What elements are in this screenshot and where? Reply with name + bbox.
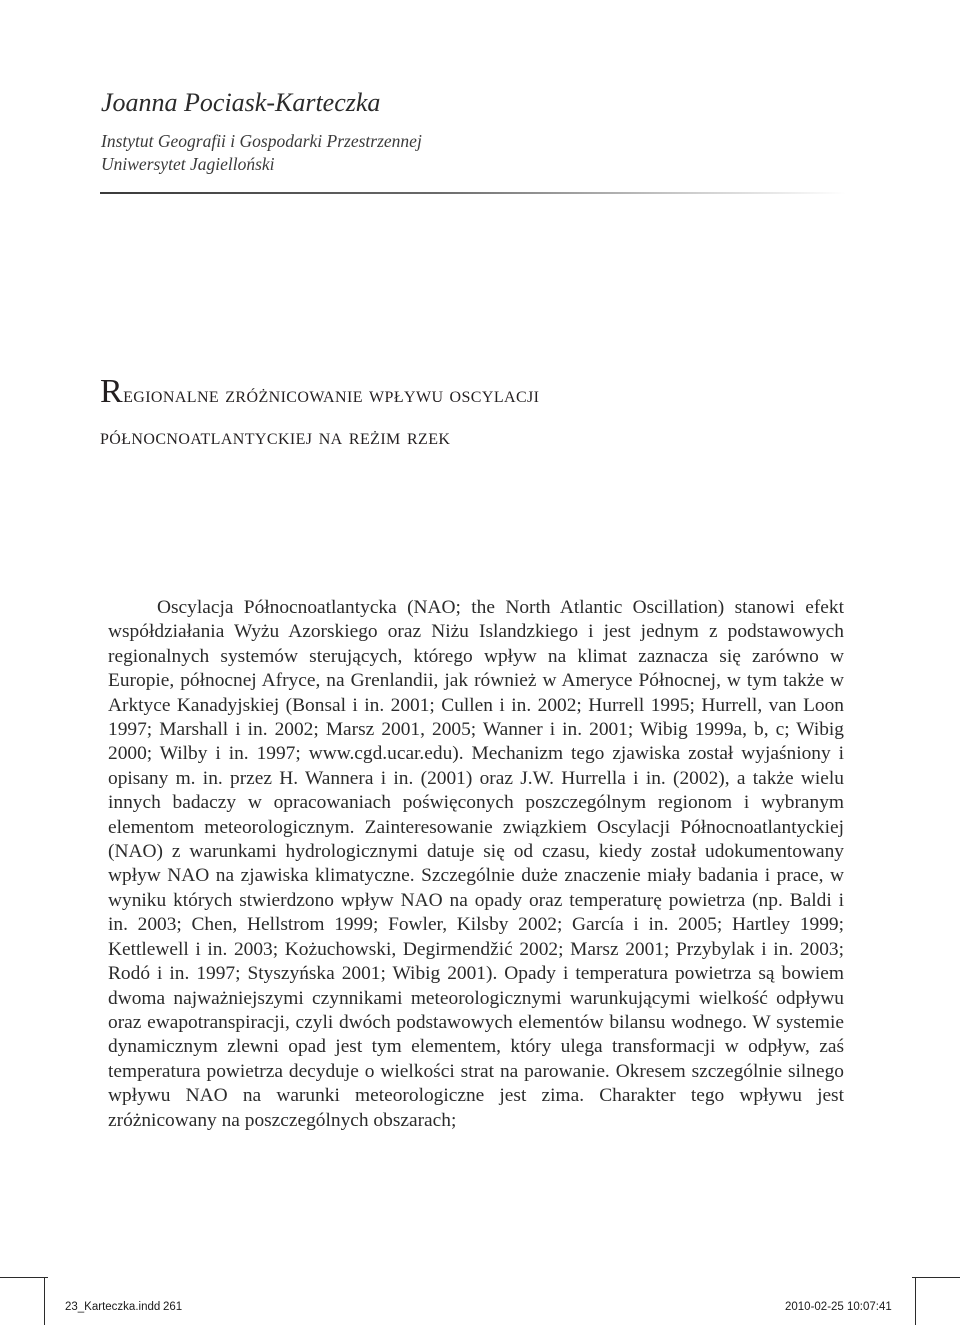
footer-page-number: 261 (163, 1301, 183, 1313)
article-title-line1 (100, 373, 860, 411)
title-initial: R (100, 373, 124, 410)
affiliation-institute: Instytut Geografii i Gospodarki Przestrzennej (101, 131, 422, 151)
affiliation-university: Uniwersytet Jagielloński (101, 154, 275, 174)
title-line1-rest: egionalne zróżnicowanie wpływu oscylacji (123, 382, 540, 407)
footer-timestamp: 2010-02-25 10:07:41 (785, 1301, 892, 1313)
footer-filename: 23_Karteczka.indd (65, 1301, 161, 1313)
author-name: Joanna Pociask-Karteczka (101, 88, 381, 117)
header-divider (100, 192, 846, 194)
crop-mark-right-vertical (915, 1277, 916, 1325)
crop-mark-right-horizontal (912, 1277, 960, 1278)
article-title-line2: północnoatlantyckiej na reżim rzek (100, 424, 451, 450)
crop-mark-left-vertical (44, 1277, 45, 1325)
crop-mark-left-horizontal (0, 1277, 48, 1278)
body-paragraph: Oscylacja Północnoatlantycka (NAO; the North Atlantic Oscillation) stanowi efekt współdziałania Wyżu Azorskiego oraz Niżu Islandzkiego i jest jednym z podstawowych regionalnych systemów sterujących, którego wpływ na klimat zaznacza się zarówno w Europie, północnej Afryce, na Grenlandii, jak również w Ameryce Północnej, w tym także w Arktyce Kanadyjskiej (Bonsal i in. 2001; Cullen i in. 2002; Hurrell 1995; Hurrell, van Loon 1997; Marshall i in. 2002; Marsz 2001, 2005; Wanner i in. 2001; Wibig 1999a, b, c; Wibig 2000; Wilby i in. 1997; www.cgd.ucar.edu). Mechanizm tego zjawiska został wyjaśniony i opisany m. in. przez H. Wannera i in. (2001) oraz J.W. Hurrella i in. (2002), a także wielu innych badaczy w opracowaniach poświęconych poszczególnym regionom i wybranym elementom meteorologicznym. Zainteresowanie związkiem Oscylacji Północnoatlantyckiej (NAO) z warunkami hydrologicznymi datuje się od czasu, kiedy został udokumentowany wpływ NAO na zjawiska klimatyczne. Szczególnie duże znaczenie miały badania i prace, w wyniku których stwierdzono wpływ NAO na opady oraz temperaturę powietrza (np. Baldi i in. 2003; Chen, Hellstrom 1999; Fowler, Kilsby 2002; García i in. 2005; Hartley 1999; Kettlewell i in. 2003; Kożuchowski, Degirmendžić 2002; Marsz 2001; Przybylak i in. 2003; Rodó i in. 1997; Styszyńska 2001; Wibig 2001). Opady i temperatura powietrza są bowiem dwoma najważniejszymi czynnikami meteorologicznymi warunkującymi wielkość odpływu oraz ewapotranspiracji, czyli dwóch podstawowych elementów bilansu wodnego. W systemie dynamicznym zlewni opad jest tym elementem, który ulega transformacji w odpływ, zaś temperatura powietrza decyduje o wielkości strat na parowanie. Okresem szczególnie silnego wpływu NAO na warunki meteorologiczne jest zima. Charakter tego wpływu jest zróżnicowany na poszczególnych obszarach; (108, 597, 844, 1131)
